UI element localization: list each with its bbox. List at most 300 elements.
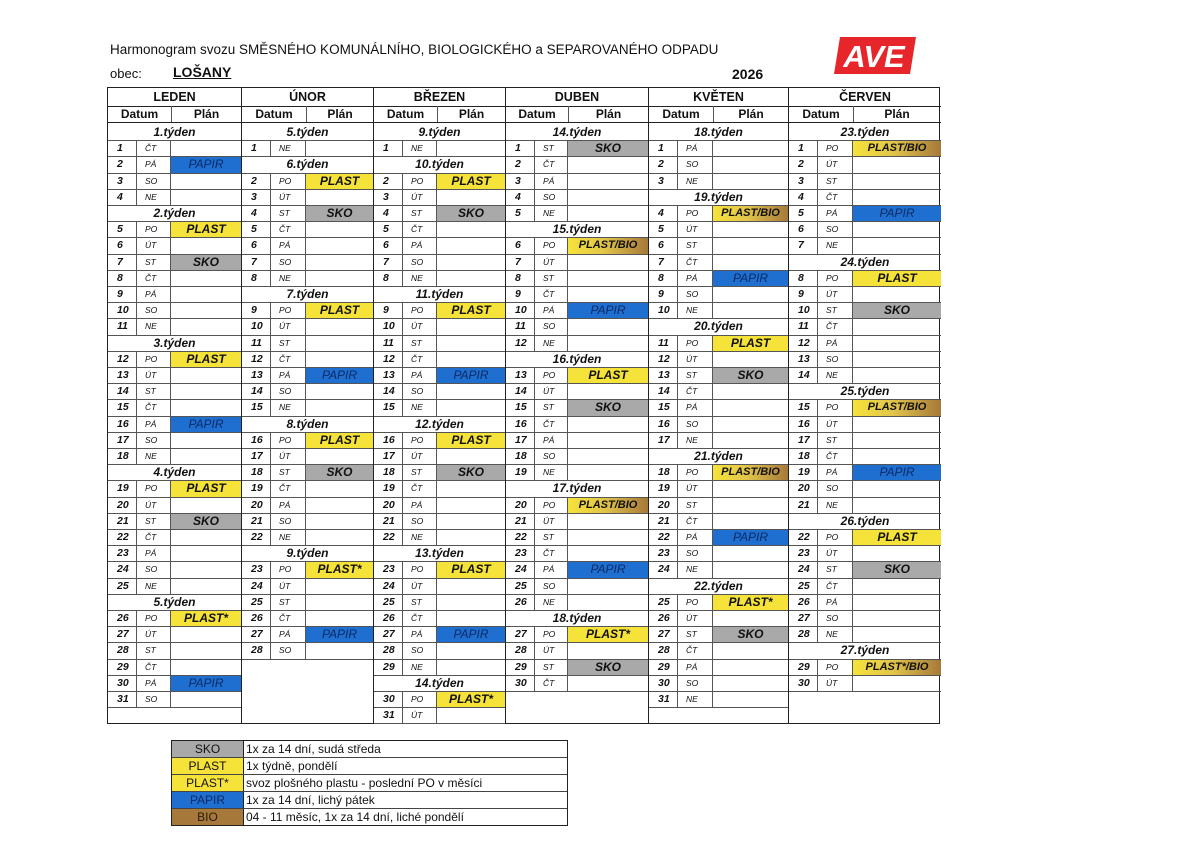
day-number: 4 bbox=[242, 206, 271, 222]
day-number: 14 bbox=[789, 368, 818, 384]
month-name: LEDEN bbox=[108, 88, 241, 107]
day-number: 3 bbox=[649, 174, 678, 190]
plan-cell bbox=[568, 579, 648, 595]
plan-cell bbox=[306, 319, 373, 335]
weekday: PÁ bbox=[678, 271, 713, 287]
calendar-table bbox=[107, 87, 940, 724]
plan-cell: PLAST*/BIO bbox=[853, 660, 941, 676]
day-number: 13 bbox=[789, 352, 818, 368]
plan-cell: PLAST bbox=[306, 174, 373, 190]
plan-cell bbox=[306, 255, 373, 271]
weekday: PÁ bbox=[271, 498, 306, 514]
weekday: PÁ bbox=[271, 627, 306, 643]
plan-cell bbox=[853, 481, 941, 497]
week-label: 5.týden bbox=[242, 125, 373, 141]
day-number: 20 bbox=[789, 481, 818, 497]
weekday: NE bbox=[271, 271, 306, 287]
day-number: 7 bbox=[789, 238, 818, 254]
day-number: 29 bbox=[506, 660, 535, 676]
day-number: 11 bbox=[242, 336, 271, 352]
day-number: 8 bbox=[649, 271, 678, 287]
day-number: 7 bbox=[649, 255, 678, 271]
day-number: 28 bbox=[374, 643, 403, 659]
month-column bbox=[108, 88, 242, 723]
weekday: SO bbox=[535, 449, 568, 465]
legend-text: 1x týdně, pondělí bbox=[246, 759, 338, 773]
legend-text: 1x za 14 dní, lichý pátek bbox=[246, 793, 375, 807]
day-number: 17 bbox=[374, 449, 403, 465]
plan-cell bbox=[713, 514, 788, 530]
day-number: 14 bbox=[242, 384, 271, 400]
weekday: ÚT bbox=[818, 676, 853, 692]
day-number: 3 bbox=[108, 174, 137, 190]
week-label: 18.týden bbox=[649, 125, 788, 141]
plan-cell bbox=[713, 562, 788, 578]
plan-cell bbox=[713, 174, 788, 190]
weekday: PÁ bbox=[403, 238, 437, 254]
plan-cell: SKO bbox=[437, 206, 505, 222]
legend-text: 1x za 14 dní, sudá středa bbox=[246, 742, 381, 756]
day-number: 7 bbox=[506, 255, 535, 271]
plan-cell bbox=[171, 174, 241, 190]
day-number: 3 bbox=[789, 174, 818, 190]
weekday: PO bbox=[535, 368, 568, 384]
weekday: SO bbox=[818, 222, 853, 238]
day-number: 5 bbox=[506, 206, 535, 222]
plan-cell bbox=[306, 352, 373, 368]
week-label: 16.týden bbox=[506, 352, 648, 368]
week-label: 19.týden bbox=[649, 190, 788, 206]
month-column bbox=[649, 88, 789, 723]
weekday: ČT bbox=[137, 141, 171, 157]
plan-cell bbox=[437, 352, 505, 368]
plan-cell bbox=[568, 384, 648, 400]
day-number: 17 bbox=[649, 433, 678, 449]
weekday: ÚT bbox=[678, 352, 713, 368]
plan-cell bbox=[171, 141, 241, 157]
plan-cell: PLAST bbox=[437, 433, 505, 449]
day-number: 24 bbox=[506, 562, 535, 578]
plan-cell bbox=[713, 157, 788, 173]
day-number: 1 bbox=[506, 141, 535, 157]
document-title: Harmonogram svozu SMĚSNÉHO KOMUNÁLNÍHO, BIOLOGICKÉHO a SEPAROVANÉHO ODPADU bbox=[110, 42, 719, 57]
day-number: 24 bbox=[108, 562, 137, 578]
week-label: 10.týden bbox=[374, 157, 505, 173]
month-name: ÚNOR bbox=[242, 88, 373, 107]
day-number: 9 bbox=[506, 287, 535, 303]
plan-cell bbox=[853, 368, 941, 384]
weekday: PÁ bbox=[403, 498, 437, 514]
day-number: 17 bbox=[108, 433, 137, 449]
day-number: 20 bbox=[506, 498, 535, 514]
plan-cell bbox=[171, 530, 241, 546]
weekday: ČT bbox=[403, 611, 437, 627]
legend-code: PAPIR bbox=[172, 792, 244, 808]
weekday: ST bbox=[535, 660, 568, 676]
weekday: NE bbox=[818, 368, 853, 384]
week-label: 3.týden bbox=[108, 336, 241, 352]
plan-cell bbox=[713, 546, 788, 562]
day-number: 15 bbox=[374, 400, 403, 416]
weekday: ÚT bbox=[403, 190, 437, 206]
weekday: NE bbox=[535, 465, 568, 481]
weekday: PÁ bbox=[535, 562, 568, 578]
plan-cell bbox=[437, 514, 505, 530]
weekday: ÚT bbox=[271, 190, 306, 206]
weekday: SO bbox=[535, 190, 568, 206]
weekday: PÁ bbox=[403, 627, 437, 643]
day-number: 3 bbox=[506, 174, 535, 190]
day-number: 26 bbox=[374, 611, 403, 627]
weekday: SO bbox=[818, 352, 853, 368]
month-column bbox=[242, 88, 374, 723]
weekday: PÁ bbox=[678, 141, 713, 157]
plan-cell bbox=[853, 190, 941, 206]
plan-cell bbox=[568, 433, 648, 449]
weekday: SO bbox=[818, 481, 853, 497]
weekday: PO bbox=[403, 692, 437, 708]
weekday: PO bbox=[678, 206, 713, 222]
week-label: 13.týden bbox=[374, 546, 505, 562]
plan-cell bbox=[568, 417, 648, 433]
plan-cell bbox=[568, 595, 648, 611]
weekday: NE bbox=[137, 449, 171, 465]
day-number: 20 bbox=[374, 498, 403, 514]
weekday: PO bbox=[403, 433, 437, 449]
weekday: PÁ bbox=[678, 660, 713, 676]
plan-cell bbox=[437, 660, 505, 676]
weekday: ST bbox=[678, 627, 713, 643]
day-number: 12 bbox=[789, 336, 818, 352]
day-number: 30 bbox=[108, 676, 137, 692]
month-column bbox=[789, 88, 941, 723]
plan-cell bbox=[306, 643, 373, 659]
plan-cell bbox=[568, 546, 648, 562]
day-number: 12 bbox=[108, 352, 137, 368]
plan-cell bbox=[713, 352, 788, 368]
weekday: PO bbox=[137, 611, 171, 627]
plan-cell: PLAST bbox=[171, 481, 241, 497]
day-number: 27 bbox=[506, 627, 535, 643]
plan-cell bbox=[713, 660, 788, 676]
weekday: ST bbox=[818, 174, 853, 190]
day-number: 18 bbox=[506, 449, 535, 465]
weekday: ST bbox=[535, 271, 568, 287]
day-number: 3 bbox=[242, 190, 271, 206]
weekday: PO bbox=[818, 400, 853, 416]
day-number: 23 bbox=[242, 562, 271, 578]
logo-text: AVE bbox=[843, 39, 905, 74]
plan-cell bbox=[853, 352, 941, 368]
week-label: 25.týden bbox=[789, 384, 941, 400]
plan-cell: PLAST bbox=[171, 222, 241, 238]
day-number: 25 bbox=[506, 579, 535, 595]
day-number: 10 bbox=[789, 303, 818, 319]
day-number: 19 bbox=[506, 465, 535, 481]
day-number: 27 bbox=[108, 627, 137, 643]
plan-header: Plán bbox=[738, 107, 764, 121]
weekday: ČT bbox=[678, 384, 713, 400]
plan-cell bbox=[306, 514, 373, 530]
plan-cell bbox=[568, 530, 648, 546]
weekday: NE bbox=[535, 336, 568, 352]
plan-cell: PAPIR bbox=[437, 627, 505, 643]
day-number: 18 bbox=[789, 449, 818, 465]
plan-cell bbox=[437, 449, 505, 465]
weekday: PO bbox=[403, 303, 437, 319]
week-label: 9.týden bbox=[374, 125, 505, 141]
weekday: NE bbox=[403, 271, 437, 287]
day-number: 2 bbox=[649, 157, 678, 173]
weekday: ČT bbox=[271, 611, 306, 627]
plan-cell bbox=[306, 579, 373, 595]
plan-cell bbox=[306, 481, 373, 497]
week-label: 7.týden bbox=[242, 287, 373, 303]
weekday: ST bbox=[535, 141, 568, 157]
weekday: ÚT bbox=[271, 449, 306, 465]
column-header bbox=[374, 106, 505, 123]
plan-cell: PLAST/BIO bbox=[568, 238, 648, 254]
plan-cell bbox=[568, 174, 648, 190]
day-number: 28 bbox=[108, 643, 137, 659]
date-header: Datum bbox=[374, 106, 438, 122]
plan-cell: PLAST bbox=[437, 562, 505, 578]
plan-cell bbox=[713, 676, 788, 692]
day-number: 21 bbox=[649, 514, 678, 530]
day-number: 1 bbox=[374, 141, 403, 157]
plan-cell bbox=[853, 174, 941, 190]
day-number: 25 bbox=[242, 595, 271, 611]
weekday: ÚT bbox=[403, 579, 437, 595]
day-number: 18 bbox=[242, 465, 271, 481]
day-number: 13 bbox=[242, 368, 271, 384]
weekday: ÚT bbox=[137, 498, 171, 514]
plan-cell bbox=[437, 271, 505, 287]
weekday: ÚT bbox=[137, 627, 171, 643]
day-number: 12 bbox=[242, 352, 271, 368]
plan-cell bbox=[171, 692, 241, 708]
weekday: PÁ bbox=[818, 595, 853, 611]
day-number: 30 bbox=[789, 676, 818, 692]
day-number: 2 bbox=[506, 157, 535, 173]
day-number: 11 bbox=[108, 319, 137, 335]
weekday: SO bbox=[403, 514, 437, 530]
date-header: Datum bbox=[506, 106, 569, 122]
day-number: 23 bbox=[649, 546, 678, 562]
weekday: NE bbox=[678, 174, 713, 190]
weekday: ÚT bbox=[403, 319, 437, 335]
plan-cell bbox=[306, 222, 373, 238]
weekday: ÚT bbox=[535, 384, 568, 400]
weekday: SO bbox=[137, 303, 171, 319]
day-number: 3 bbox=[374, 190, 403, 206]
plan-cell: PLAST/BIO bbox=[568, 498, 648, 514]
plan-cell: PLAST/BIO bbox=[713, 465, 788, 481]
day-number: 16 bbox=[789, 417, 818, 433]
plan-cell: SKO bbox=[568, 660, 648, 676]
plan-cell bbox=[853, 319, 941, 335]
weekday: ČT bbox=[535, 546, 568, 562]
weekday: SO bbox=[678, 546, 713, 562]
plan-cell bbox=[568, 157, 648, 173]
plan-cell bbox=[437, 481, 505, 497]
plan-cell: PAPIR bbox=[171, 417, 241, 433]
weekday: ST bbox=[403, 336, 437, 352]
legend-row bbox=[172, 758, 567, 775]
day-number: 19 bbox=[374, 481, 403, 497]
day-number: 31 bbox=[108, 692, 137, 708]
plan-cell bbox=[713, 417, 788, 433]
day-number: 14 bbox=[374, 384, 403, 400]
day-number: 9 bbox=[789, 287, 818, 303]
weekday: ÚT bbox=[818, 287, 853, 303]
day-number: 31 bbox=[649, 692, 678, 708]
day-number: 30 bbox=[374, 692, 403, 708]
plan-cell bbox=[568, 449, 648, 465]
week-label: 27.týden bbox=[789, 643, 941, 659]
column-header bbox=[108, 106, 241, 123]
week-label: 23.týden bbox=[789, 125, 941, 141]
weekday: ÚT bbox=[271, 579, 306, 595]
day-number: 6 bbox=[374, 238, 403, 254]
day-number: 6 bbox=[649, 238, 678, 254]
plan-cell bbox=[437, 384, 505, 400]
weekday: PO bbox=[818, 141, 853, 157]
plan-cell: PLAST* bbox=[306, 562, 373, 578]
weekday: ČT bbox=[535, 676, 568, 692]
day-number: 25 bbox=[374, 595, 403, 611]
day-number: 21 bbox=[789, 498, 818, 514]
plan-cell bbox=[437, 400, 505, 416]
weekday: PÁ bbox=[271, 368, 306, 384]
week-label: 2.týden bbox=[108, 206, 241, 222]
plan-cell: PAPIR bbox=[568, 303, 648, 319]
weekday: SO bbox=[535, 319, 568, 335]
plan-cell bbox=[437, 238, 505, 254]
weekday: ČT bbox=[818, 190, 853, 206]
plan-cell: PAPIR bbox=[306, 368, 373, 384]
day-number: 10 bbox=[242, 319, 271, 335]
plan-cell bbox=[171, 498, 241, 514]
plan-cell: PLAST bbox=[437, 174, 505, 190]
weekday: PO bbox=[271, 303, 306, 319]
day-number: 21 bbox=[108, 514, 137, 530]
week-label: 6.týden bbox=[242, 157, 373, 173]
plan-header: Plán bbox=[884, 107, 910, 121]
weekday: NE bbox=[403, 400, 437, 416]
plan-cell: PLAST bbox=[437, 303, 505, 319]
plan-cell: PLAST* bbox=[568, 627, 648, 643]
day-number: 14 bbox=[506, 384, 535, 400]
legend-code: PLAST* bbox=[172, 775, 244, 791]
day-number: 20 bbox=[649, 498, 678, 514]
plan-cell bbox=[437, 319, 505, 335]
day-number: 22 bbox=[649, 530, 678, 546]
legend bbox=[171, 740, 568, 826]
day-number: 22 bbox=[506, 530, 535, 546]
day-number: 19 bbox=[649, 481, 678, 497]
legend-row bbox=[172, 809, 567, 825]
plan-cell bbox=[171, 627, 241, 643]
legend-code: BIO bbox=[172, 809, 244, 825]
day-number: 14 bbox=[108, 384, 137, 400]
legend-code: SKO bbox=[172, 741, 244, 757]
weekday: ČT bbox=[403, 222, 437, 238]
plan-cell bbox=[306, 611, 373, 627]
plan-cell bbox=[306, 498, 373, 514]
legend-code: PLAST bbox=[172, 758, 244, 774]
weekday: NE bbox=[818, 627, 853, 643]
weekday: SO bbox=[403, 384, 437, 400]
weekday: PO bbox=[678, 465, 713, 481]
weekday: SO bbox=[678, 287, 713, 303]
weekday: PO bbox=[535, 498, 568, 514]
weekday: SO bbox=[818, 611, 853, 627]
day-number: 27 bbox=[789, 611, 818, 627]
weekday: PO bbox=[137, 352, 171, 368]
day-number: 18 bbox=[374, 465, 403, 481]
date-header: Datum bbox=[242, 106, 307, 122]
weekday: ÚT bbox=[818, 417, 853, 433]
day-number: 13 bbox=[108, 368, 137, 384]
legend-text: 04 - 11 měsíc, 1x za 14 dní, liché pondělí bbox=[246, 810, 464, 824]
column-header bbox=[649, 106, 788, 123]
weekday: NE bbox=[678, 433, 713, 449]
plan-cell bbox=[306, 400, 373, 416]
week-label: 20.týden bbox=[649, 319, 788, 335]
weekday: ČT bbox=[137, 271, 171, 287]
day-number: 4 bbox=[108, 190, 137, 206]
plan-cell: PLAST* bbox=[171, 611, 241, 627]
day-number: 27 bbox=[374, 627, 403, 643]
weekday: ÚT bbox=[818, 546, 853, 562]
weekday: NE bbox=[818, 238, 853, 254]
week-label: 14.týden bbox=[374, 676, 505, 692]
day-number: 2 bbox=[789, 157, 818, 173]
weekday: ST bbox=[678, 238, 713, 254]
day-number: 28 bbox=[242, 643, 271, 659]
weekday: ÚT bbox=[535, 643, 568, 659]
day-number: 17 bbox=[242, 449, 271, 465]
day-number: 16 bbox=[506, 417, 535, 433]
weekday: ST bbox=[818, 562, 853, 578]
plan-cell bbox=[853, 676, 941, 692]
weekday: NE bbox=[678, 692, 713, 708]
weekday: PO bbox=[678, 336, 713, 352]
obec-name: LOŠANY bbox=[173, 64, 232, 80]
plan-cell: SKO bbox=[568, 400, 648, 416]
plan-cell bbox=[713, 287, 788, 303]
plan-cell bbox=[713, 400, 788, 416]
weekday: ČT bbox=[678, 255, 713, 271]
weekday: ÚT bbox=[818, 157, 853, 173]
plan-cell bbox=[306, 271, 373, 287]
weekday: PÁ bbox=[137, 157, 171, 173]
weekday: ÚT bbox=[403, 708, 437, 724]
weekday: SO bbox=[271, 643, 306, 659]
plan-cell bbox=[853, 611, 941, 627]
weekday: NE bbox=[137, 190, 171, 206]
plan-cell: PLAST bbox=[568, 368, 648, 384]
weekday: ÚT bbox=[678, 222, 713, 238]
plan-cell bbox=[171, 643, 241, 659]
day-number: 6 bbox=[506, 238, 535, 254]
day-number: 18 bbox=[649, 465, 678, 481]
day-number: 13 bbox=[649, 368, 678, 384]
plan-header: Plán bbox=[327, 107, 353, 121]
day-number: 11 bbox=[374, 336, 403, 352]
weekday: ST bbox=[271, 206, 306, 222]
